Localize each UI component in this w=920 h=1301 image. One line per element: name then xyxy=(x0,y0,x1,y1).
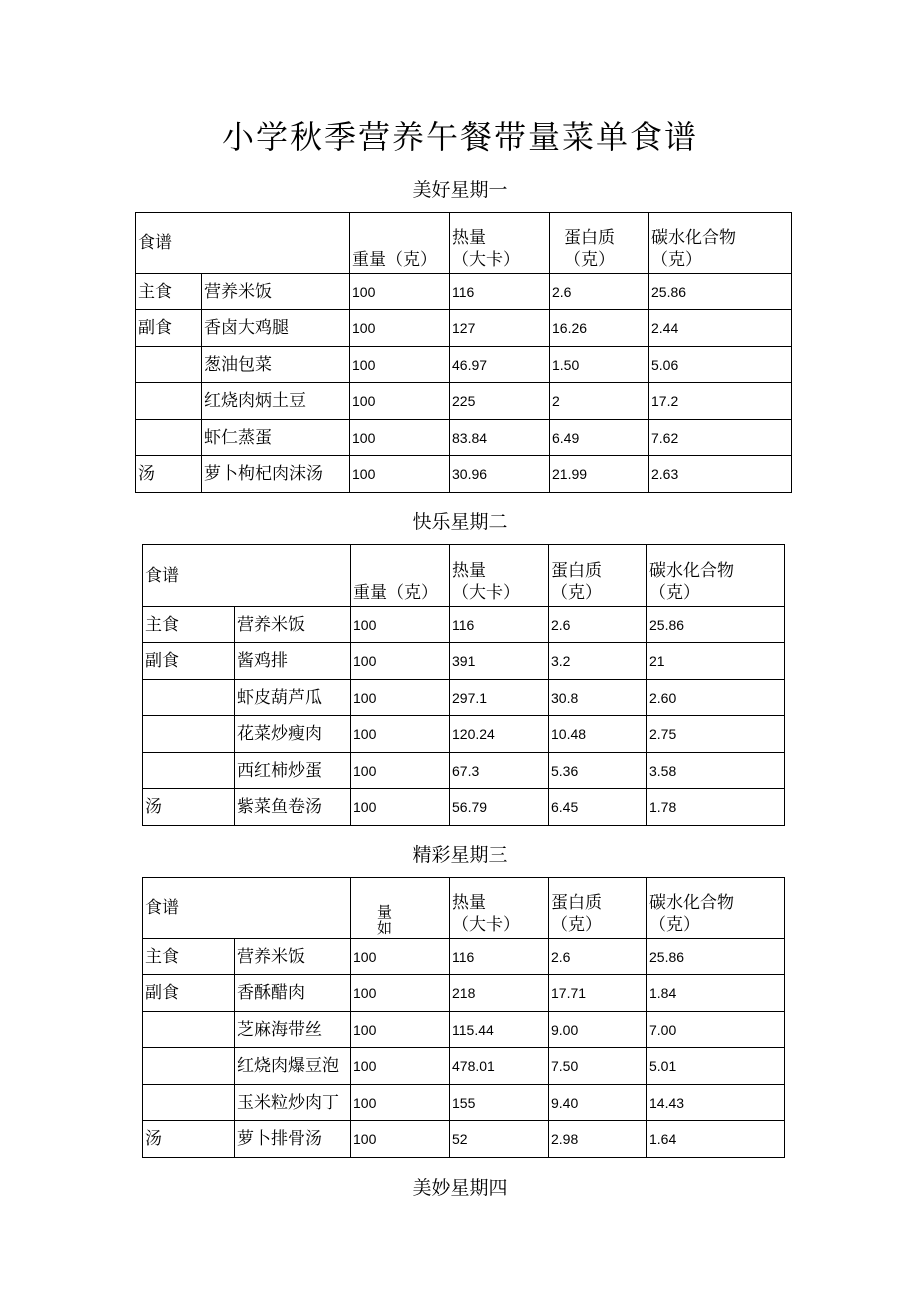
category-cell xyxy=(143,716,235,753)
dish-cell: 紫菜鱼卷汤 xyxy=(235,789,351,826)
header-protein: 蛋白质 （克） xyxy=(550,213,649,274)
table-row xyxy=(143,789,785,826)
table-header-row xyxy=(143,878,785,939)
table-row xyxy=(143,975,785,1012)
carb-cell: 2.75 xyxy=(647,716,785,753)
weight-cell: 100 xyxy=(351,607,450,643)
energy-cell: 67.3 xyxy=(450,753,549,789)
header-carb: 碳水化合物 （克） xyxy=(647,545,785,607)
category-cell xyxy=(143,1012,235,1048)
category-cell: 主食 xyxy=(143,939,235,975)
energy-cell: 116 xyxy=(450,607,549,643)
table-row xyxy=(143,753,785,789)
energy-cell: 56.79 xyxy=(450,789,549,826)
category-cell: 副食 xyxy=(136,310,202,347)
carb-cell: 2.63 xyxy=(649,456,792,493)
dish-cell: 花菜炒瘦肉 xyxy=(235,716,351,753)
dish-cell: 红烧肉炳土豆 xyxy=(202,383,350,420)
category-cell: 汤 xyxy=(143,1121,235,1158)
weight-cell: 100 xyxy=(351,716,450,753)
energy-cell: 155 xyxy=(450,1085,549,1121)
weight-cell: 100 xyxy=(351,975,450,1012)
category-cell xyxy=(143,680,235,716)
table-row xyxy=(136,383,792,420)
weight-cell: 100 xyxy=(351,1048,450,1085)
table-row xyxy=(143,643,785,680)
header-weight: 重量（克） xyxy=(351,545,450,607)
category-cell: 主食 xyxy=(136,274,202,310)
dish-cell: 萝卜枸杞肉沫汤 xyxy=(202,456,350,493)
dish-cell: 虾皮葫芦瓜 xyxy=(235,680,351,716)
menu-table-tuesday xyxy=(142,544,785,826)
energy-cell: 391 xyxy=(450,643,549,680)
protein-cell: 30.8 xyxy=(549,680,647,716)
carb-cell: 25.86 xyxy=(647,939,785,975)
table-header-row xyxy=(136,213,792,274)
dish-cell: 营养米饭 xyxy=(235,939,351,975)
weight-cell: 100 xyxy=(350,383,450,420)
category-cell xyxy=(136,420,202,456)
energy-cell: 225 xyxy=(450,383,550,420)
protein-cell: 3.2 xyxy=(549,643,647,680)
protein-cell: 6.45 xyxy=(549,789,647,826)
protein-cell: 2.6 xyxy=(549,939,647,975)
protein-cell: 2 xyxy=(550,383,649,420)
weight-cell: 100 xyxy=(350,347,450,383)
table-row xyxy=(143,1048,785,1085)
energy-cell: 30.96 xyxy=(450,456,550,493)
protein-cell: 9.40 xyxy=(549,1085,647,1121)
dish-cell: 葱油包菜 xyxy=(202,347,350,383)
header-energy: 热量 （大卡） xyxy=(450,545,549,607)
header-energy: 热量 （大卡） xyxy=(450,878,549,939)
carb-cell: 1.64 xyxy=(647,1121,785,1158)
protein-cell: 10.48 xyxy=(549,716,647,753)
dish-cell: 香卤大鸡腿 xyxy=(202,310,350,347)
carb-cell: 1.78 xyxy=(647,789,785,826)
carb-cell: 25.86 xyxy=(647,607,785,643)
dish-cell: 虾仁蒸蛋 xyxy=(202,420,350,456)
carb-cell: 21 xyxy=(647,643,785,680)
table-row xyxy=(136,347,792,383)
menu-table-monday xyxy=(135,212,792,493)
weight-cell: 100 xyxy=(350,456,450,493)
protein-cell: 6.49 xyxy=(550,420,649,456)
header-carb: 碳水化合物 （克） xyxy=(649,213,792,274)
header-energy: 热量 （大卡） xyxy=(450,213,550,274)
weight-cell: 100 xyxy=(351,789,450,826)
dish-cell: 营养米饭 xyxy=(235,607,351,643)
energy-cell: 297.1 xyxy=(450,680,549,716)
table-row xyxy=(136,456,792,493)
protein-cell: 2.6 xyxy=(549,607,647,643)
table-row xyxy=(136,420,792,456)
category-cell: 主食 xyxy=(143,607,235,643)
carb-cell: 14.43 xyxy=(647,1085,785,1121)
carb-cell: 25.86 xyxy=(649,274,792,310)
carb-cell: 17.2 xyxy=(649,383,792,420)
table-row xyxy=(143,1085,785,1121)
energy-cell: 116 xyxy=(450,274,550,310)
table-row xyxy=(143,680,785,716)
weight-cell: 100 xyxy=(351,939,450,975)
category-cell: 汤 xyxy=(136,456,202,493)
dish-cell: 西红柿炒蛋 xyxy=(235,753,351,789)
energy-cell: 83.84 xyxy=(450,420,550,456)
table-row xyxy=(143,607,785,643)
table-row xyxy=(143,1012,785,1048)
carb-cell: 7.00 xyxy=(647,1012,785,1048)
category-cell xyxy=(136,347,202,383)
header-protein: 蛋白质 （克） xyxy=(549,545,647,607)
table-row xyxy=(143,1121,785,1158)
protein-cell: 5.36 xyxy=(549,753,647,789)
protein-cell: 9.00 xyxy=(549,1012,647,1048)
weight-cell: 100 xyxy=(351,753,450,789)
category-cell xyxy=(143,753,235,789)
table-row xyxy=(143,716,785,753)
carb-cell: 3.58 xyxy=(647,753,785,789)
category-cell: 汤 xyxy=(143,789,235,826)
weight-cell: 100 xyxy=(351,643,450,680)
dish-cell: 香酥醋肉 xyxy=(235,975,351,1012)
carb-cell: 5.01 xyxy=(647,1048,785,1085)
category-cell: 副食 xyxy=(143,975,235,1012)
protein-cell: 17.71 xyxy=(549,975,647,1012)
page-title: 小学秋季营养午餐带量菜单食谱 xyxy=(221,118,698,156)
category-cell: 副食 xyxy=(143,643,235,680)
dish-cell: 萝卜排骨汤 xyxy=(235,1121,351,1158)
protein-cell: 21.99 xyxy=(550,456,649,493)
carb-cell: 1.84 xyxy=(647,975,785,1012)
category-cell xyxy=(143,1048,235,1085)
header-protein: 蛋白质 （克） xyxy=(549,878,647,939)
section-title-thursday: 美妙星期四 xyxy=(412,1177,508,1199)
section-title-tuesday: 快乐星期二 xyxy=(412,511,508,533)
energy-cell: 120.24 xyxy=(450,716,549,753)
weight-cell: 100 xyxy=(351,1121,450,1158)
weight-cell: 100 xyxy=(351,680,450,716)
protein-cell: 7.50 xyxy=(549,1048,647,1085)
category-cell xyxy=(136,383,202,420)
category-cell xyxy=(143,1085,235,1121)
header-weight: 量 如 xyxy=(351,878,450,939)
energy-cell: 127 xyxy=(450,310,550,347)
dish-cell: 酱鸡排 xyxy=(235,643,351,680)
weight-cell: 100 xyxy=(350,420,450,456)
dish-cell: 红烧肉爆豆泡 xyxy=(235,1048,351,1085)
section-title-monday: 美好星期一 xyxy=(412,179,508,201)
protein-cell: 2.98 xyxy=(549,1121,647,1158)
section-title-wednesday: 精彩星期三 xyxy=(412,844,508,866)
header-recipe: 食谱 xyxy=(143,878,351,939)
dish-cell: 芝麻海带丝 xyxy=(235,1012,351,1048)
carb-cell: 7.62 xyxy=(649,420,792,456)
protein-cell: 1.50 xyxy=(550,347,649,383)
weight-cell: 100 xyxy=(351,1012,450,1048)
weight-cell: 100 xyxy=(350,274,450,310)
energy-cell: 46.97 xyxy=(450,347,550,383)
header-carb: 碳水化合物 （克） xyxy=(647,878,785,939)
table-header-row xyxy=(143,545,785,607)
energy-cell: 116 xyxy=(450,939,549,975)
energy-cell: 115.44 xyxy=(450,1012,549,1048)
table-row xyxy=(143,939,785,975)
menu-table-wednesday xyxy=(142,877,785,1158)
header-recipe: 食谱 xyxy=(136,213,350,274)
weight-cell: 100 xyxy=(350,310,450,347)
protein-cell: 16.26 xyxy=(550,310,649,347)
table-row xyxy=(136,310,792,347)
energy-cell: 478.01 xyxy=(450,1048,549,1085)
energy-cell: 218 xyxy=(450,975,549,1012)
dish-cell: 玉米粒炒肉丁 xyxy=(235,1085,351,1121)
protein-cell: 2.6 xyxy=(550,274,649,310)
table-row xyxy=(136,274,792,310)
dish-cell: 营养米饭 xyxy=(202,274,350,310)
header-recipe: 食谱 xyxy=(143,545,351,607)
carb-cell: 2.44 xyxy=(649,310,792,347)
weight-cell: 100 xyxy=(351,1085,450,1121)
carb-cell: 2.60 xyxy=(647,680,785,716)
header-weight: 重量（克） xyxy=(350,213,450,274)
carb-cell: 5.06 xyxy=(649,347,792,383)
energy-cell: 52 xyxy=(450,1121,549,1158)
